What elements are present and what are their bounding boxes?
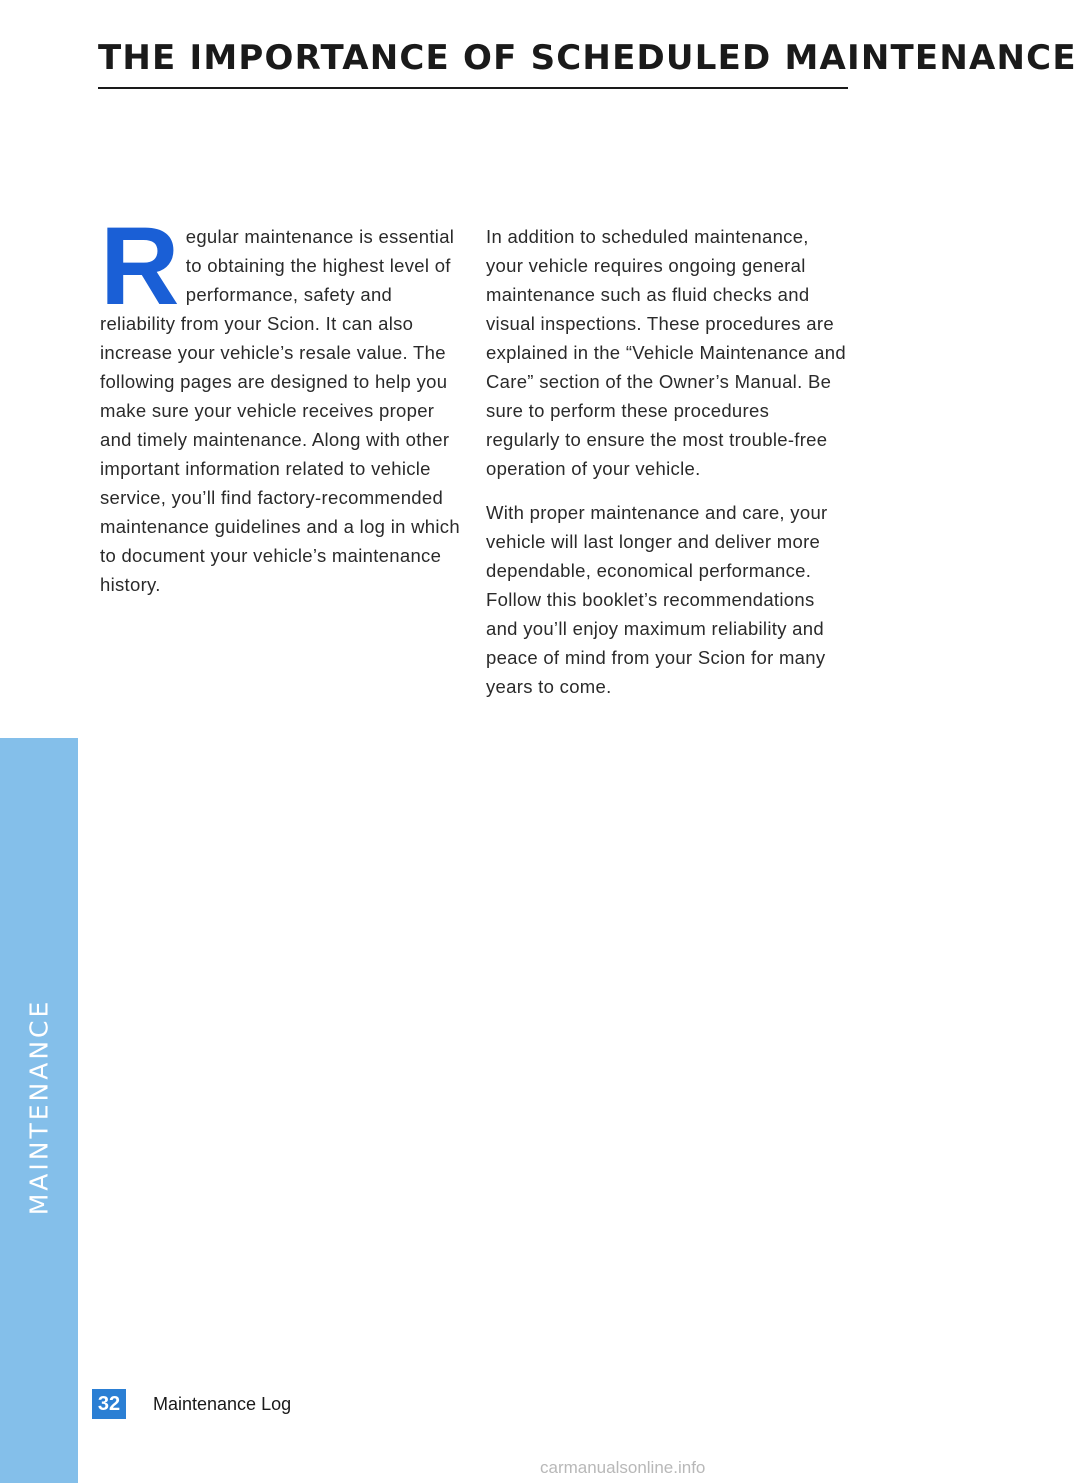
drop-cap: R xyxy=(100,205,180,328)
title-divider xyxy=(98,87,848,89)
watermark: carmanualsonline.info xyxy=(540,1458,706,1477)
page-number-badge: 32 xyxy=(92,1389,126,1419)
page-title: THE IMPORTANCE OF SCHEDULED MAINTENANCE xyxy=(98,38,1077,78)
left-column xyxy=(100,205,462,614)
general-maintenance-paragraph: In addition to scheduled maintenance, your vehicle requires ongoing general maintenance such as fluid checks and visual inspections. These procedures are explained in the “Vehicle Maintenance and Care” section of the Owner’s Manual. Be sure to perform these procedures regularly to ensure the most trouble-free operation of your vehicle. xyxy=(486,226,846,479)
intro-paragraph-text: egular maintenance is essential to obtaining the highest level of performance, safety and reliability from your Scion. It can also increase your vehicle’s resale value. The following pages are designed to help you make sure your vehicle receives proper and timely maintenance. Along with other important information related to vehicle service, you’ll find factory-recommended maintenance guidelines and a log in which to document your vehicle’s maintenance history. xyxy=(100,226,460,595)
proper-care-paragraph: With proper maintenance and care, your vehicle will last longer and deliver more dependable, economical performance. Follow this booklet’s recommendations and you’ll enjoy maximum reliability and peace of mind from your Scion for many years to come. xyxy=(486,502,828,697)
intro-paragraph xyxy=(100,205,462,599)
sidebar-section-label: MAINTENANCE xyxy=(24,998,54,1216)
right-column xyxy=(486,222,848,716)
footer-section-label: Maintenance Log xyxy=(153,1394,292,1414)
